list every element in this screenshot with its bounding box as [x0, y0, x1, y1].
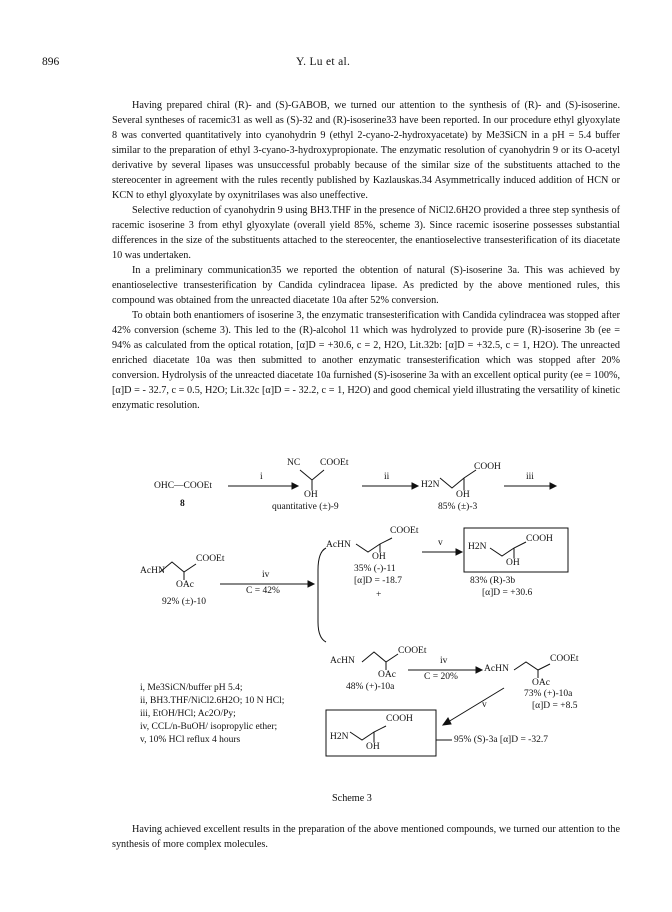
rotation-3b: [α]D = +30.6 — [482, 588, 533, 598]
alcohol-achn: AcHN — [326, 540, 351, 550]
page-number: 896 — [42, 56, 60, 68]
step-label-iii: iii — [526, 472, 534, 482]
paragraph-1: Having prepared chiral (R)- and (S)-GABOB, we turned our attention to the synthesis of (R)- and (S)-isoserine. Several syntheses of racemic31 as well as (S)-32 and (R)-isoserine33 have been reported. In our procedure ethyl glyoxylate 8 was converted quantitatively into cyanohydrin 9 (ethyl 2-cyano-2-hydroxyacetate) by Me3SiCN in a pH = 5.4 buffer similar to the preparation of ethyl 3-cyano-3-hydroxypropionate. The enzymatic resolution of cyanohydrin 9 or its O-acetyl derivative by several lipases was unsuccessful probably because of the similar size of the substituents attached to the stereocenter in agreement with the rules recently published by Kazlauskas.34 Asymmetrically induced addition of HCN or KCN to ethyl glyoxylate by oxynitrilases was also uneffective. — [112, 100, 620, 201]
conversion-42: C = 42% — [246, 586, 280, 596]
compound-label-8: 8 — [180, 499, 185, 509]
compound-label-10a: 48% (+)-10a — [346, 682, 395, 692]
r-isoserine-oh: OH — [506, 558, 520, 568]
enriched-oac: OAc — [532, 678, 550, 688]
compound-label-10: 92% (±)-10 — [162, 597, 206, 607]
compound-label-10a-second: 73% (+)-10a — [524, 689, 573, 699]
s-isoserine-cooh: COOH — [386, 714, 413, 724]
enriched-cooet: COOEt — [550, 654, 579, 664]
plus-sign: + — [376, 590, 382, 600]
step-label-v: v — [438, 538, 443, 548]
paragraph-3: In a preliminary communication35 we reported the obtention of natural (S)-isoserine 3a. This was achieved by enantioselective transesterification by Candida cylindracea lipase. As predicted by the above mentioned rules, this compound was obtained from the unreacted diacetate 10a after 52% conversion. — [112, 265, 620, 306]
condition-i: i, Me3SiCN/buffer pH 5.4; — [140, 683, 243, 693]
compound-label-3a: 95% (S)-3a [α]D = -32.7 — [454, 735, 548, 745]
unreacted-cooet: COOEt — [398, 646, 427, 656]
compound-label-3: 85% (±)-3 — [438, 502, 478, 512]
paragraph-2: Selective reduction of cyanohydrin 9 using BH3.THF in the presence of NiCl2.6H2O provided a three step synthesis of racemic isoserine 3 from ethyl glyoxylate (overall yield 85%, scheme 3). Since racemic isoserine possesses substantial differences in the size of the substituents attached to the stereocenter, the enantioselective transesterification of its diacetate 10 was undertaken. — [112, 205, 620, 261]
isoserine-h2n: H2N — [421, 480, 440, 490]
cyanohydrin-nc: NC — [287, 458, 301, 468]
r-isoserine-cooh: COOH — [526, 534, 553, 544]
scheme-bonds-and-arrows — [140, 452, 620, 800]
condition-ii: ii, BH3.THF/NiCl2.6H2O; 10 N HCl; — [140, 696, 285, 706]
rotation-11: [α]D = -18.7 — [354, 576, 403, 586]
compound-label-9: quantitative (±)-9 — [272, 502, 339, 512]
condition-iii: iii, EtOH/HCl; Ac2O/Py; — [140, 709, 236, 719]
compound-label-11: 35% (-)-11 — [354, 564, 396, 574]
condition-iv: iv, CCL/n-BuOH/ isopropylic ether; — [140, 722, 278, 732]
s-isoserine-h2n: H2N — [330, 732, 349, 742]
s-isoserine-oh: OH — [366, 742, 380, 752]
step-label-ii: ii — [384, 472, 390, 482]
condition-v: v, 10% HCl reflux 4 hours — [140, 735, 241, 745]
scheme-caption: Scheme 3 — [332, 793, 372, 804]
body-text — [112, 98, 620, 413]
compound-label-3b: 83% (R)-3b — [470, 576, 516, 586]
unreacted-oac: OAc — [378, 670, 396, 680]
paragraph-5: Having achieved excellent results in the preparation of the above mentioned compounds, we turned our attention to the synthesis of more complex molecules. — [112, 824, 620, 850]
alcohol-cooet: COOEt — [390, 526, 419, 536]
cyanohydrin-cooet: COOEt — [320, 458, 349, 468]
conversion-20: C = 20% — [424, 672, 458, 682]
step-label-iv-second: iv — [440, 656, 448, 666]
alcohol-oh: OH — [372, 552, 386, 562]
unreacted-achn: AcHN — [330, 656, 355, 666]
isoserine-cooh: COOH — [474, 462, 501, 472]
step-label-iv: iv — [262, 570, 270, 580]
scheme-3 — [140, 452, 620, 800]
diacetate-cooet: COOEt — [196, 554, 225, 564]
running-head: Y. Lu et al. — [296, 56, 351, 68]
closing-text — [112, 822, 620, 852]
diacetate-achn: AcHN — [140, 566, 165, 576]
enriched-achn: AcHN — [484, 664, 509, 674]
diacetate-oac: OAc — [176, 580, 194, 590]
rotation-10a: [α]D = +8.5 — [532, 701, 578, 711]
paragraph-4: To obtain both enantiomers of isoserine 3, the enzymatic transesterification with Candida cylindracea was stopped after 42% conversion (scheme 3). This led to the (R)-alcohol 11 which was hydrolyzed to provide pure (R)-isoserine 3b (ee = 94% as calculated from the optical rotation, [α]D = +30.6, c = 2, H2O, Lit.32b: [α]D = +32.5, c = 1, H2O). The unreacted enriched diacetate 10a was then submitted to another enzymatic transesterification which was stopped after 20% conversion. Hydrolysis of the unreacted diacetate 10a furnished (S)-isoserine 3a with an excellent optical purity (ee = 100%, [α]D = - 32.7, c = 0.5, H2O; Lit.32c [α]D = - 32.2, c = 1, H2O) and good chemical yield illustrating the versatility of kinetic enzymatic resolution. — [112, 310, 620, 411]
step-label-v-second: v — [482, 700, 487, 710]
cyanohydrin-oh: OH — [304, 490, 318, 500]
r-isoserine-h2n: H2N — [468, 542, 487, 552]
step-label-i: i — [260, 472, 263, 482]
isoserine-oh: OH — [456, 490, 470, 500]
ethyl-glyoxylate: OHC—COOEt — [154, 481, 213, 491]
